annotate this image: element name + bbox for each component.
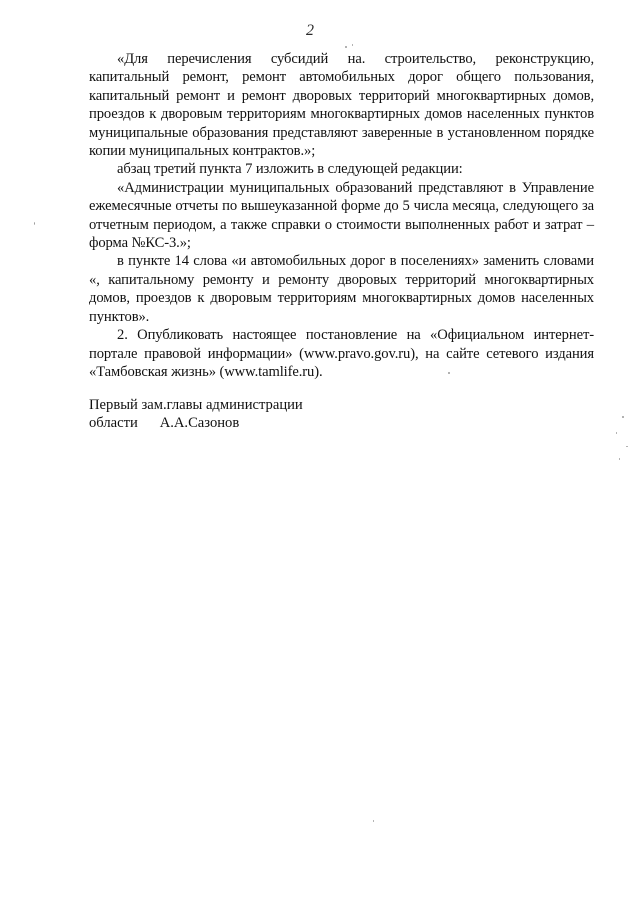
signatory-position: Первый зам.главы администрации (89, 397, 303, 413)
paragraph-amendment-point-14: в пункте 14 слова «и автомобильных дорог в поселениях» заменить словами «, капитальному ремонту и ремонту дворовых территорий многоквартирных домов, проездов к дворовым территориям многоквартирных домов населенных пунктов». (89, 253, 594, 325)
scan-speck (619, 458, 620, 460)
scan-speck (352, 44, 353, 46)
scan-speck (373, 820, 374, 822)
scan-speck (34, 222, 35, 225)
scan-speck (345, 46, 347, 48)
signatory-region: области (89, 415, 138, 432)
document-body (89, 50, 594, 381)
signature-block (89, 396, 389, 433)
scan-speck (616, 432, 617, 434)
paragraph-publication: 2. Опубликовать настоящее постановление на «Официальном интернет-портале правовой информации» (www.pravo.gov.ru), на сайте сетевого издания «Тамбовская жизнь» (www.tamlife.ru). (89, 327, 594, 380)
signatory-region-and-name (89, 414, 389, 432)
paragraph-amendment-point-7: абзац третий пункта 7 изложить в следующей редакции: (117, 161, 463, 178)
scan-speck (448, 372, 450, 374)
scan-speck (626, 446, 628, 447)
scan-speck (622, 416, 624, 418)
signatory-name: А.А.Сазонов (159, 415, 240, 432)
paragraph-subsidies: «Для перечисления субсидий на. строительство, реконструкцию, капитальный ремонт, ремонт автомобильных дорог общего пользования, капитальный ремонт и ремонт дворовых территорий многоквартирных домов, проездов к дворовым территориям многоквартирных домов населенных пунктов муниципальные образования представляют заверенные в установленном порядке копии муниципальных контрактов.»; (89, 51, 594, 160)
paragraph-reports: «Администрации муниципальных образований представляют в Управление ежемесячные отчеты по вышеуказанной форме до 5 числа месяца, следующего за отчетным периодом, а также справки о стоимости выполненных работ и затрат – форма №КС-3.»; (89, 179, 594, 252)
page-number: 2 (306, 22, 314, 39)
